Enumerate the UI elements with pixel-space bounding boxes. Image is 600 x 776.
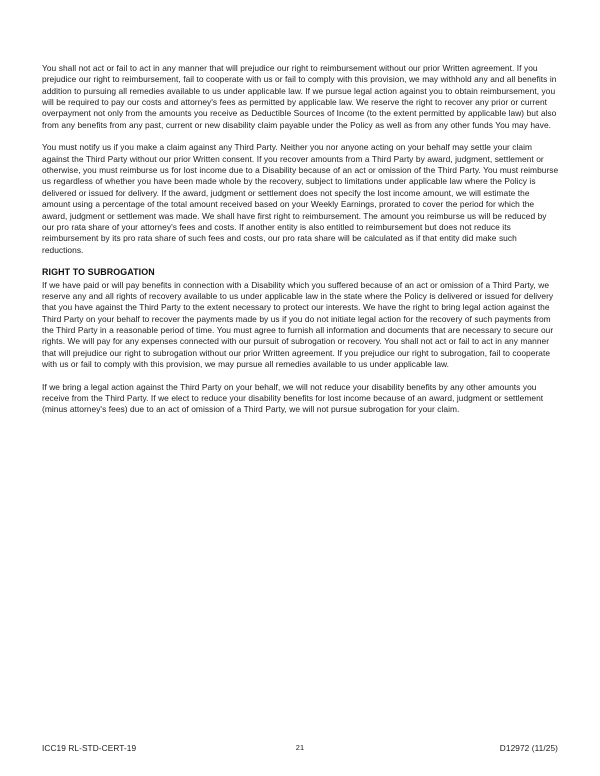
paragraph-reimbursement-obligations: You shall not act or fail to act in any manner that will prejudice our right to reimbursement without our prior Written agreement. If you prejudice our right to reimbursement, fail to cooperate with us or fail to comply with this provision, we may withhold any and all benefits in addition to pursuing all remedies available to us under applicable law. If we pursue legal action against you to obtain reimbursement, you will be required to pay our costs and attorney's fees as permitted by applicable law. We reserve the right to recover any prior or current overpayment not only from the amounts you receive as Deductible Sources of Income (to the extent permitted by applicable law) but also from any benefits from any past, current or new disability claim payable under the Policy as well as from any other funds You may have. xyxy=(42,63,557,130)
page-content xyxy=(42,63,560,416)
footer-form-number: ICC19 RL-STD-CERT-19 xyxy=(42,743,137,753)
section-heading-right-to-subrogation: RIGHT TO SUBROGATION xyxy=(42,267,155,278)
footer-document-code: D12972 (11/25) xyxy=(499,743,558,753)
footer-page-number: 21 xyxy=(295,743,305,752)
paragraph-third-party-claim-notice: You must notify us if you make a claim against any Third Party. Neither you nor anyone acting on your behalf may settle your claim against the Third Party without our prior Written consent. If you recover amounts from a Third Party by award, judgment, settlement or otherwise, you must reimburse us for lost income due to a Disability because of an act or omission of the Third Party. You must reimburse us regardless of whether you have been made whole by the recovery, subject to limitations under applicable law where the Policy is delivered or issued for delivery. If the award, judgment or settlement does not specify the lost income amount, we will estimate the amount using a percentage of the total amount received based on your Weekly Earnings, prorated to cover the period for which the award, judgment or settlement was made. We shall have first right to reimbursement. The amount you reimburse us will be reduced by our pro rata share of your attorney's fees and costs. If another entity is also entitled to reimbursement but does not reduce its reimbursement by its pro rata share of such fees and costs, our pro rata share will be calculated as if that entity did make such reductions. xyxy=(42,142,559,255)
page-footer xyxy=(42,743,558,753)
paragraph-subrogation-rights: If we have paid or will pay benefits in connection with a Disability which you suffered because of an act or omission of a Third Party, we reserve any and all rights of recovery available to us under applicable law in the state where the Policy is delivered or issued for delivery that you have against the Third Party to the extent necessary to protect our interests. We have the right to bring legal action against the Third Party on your behalf to recover the payments made by us if you do not initiate legal action for the recovery of such payments from the Third Party in a reasonable period of time. You must agree to furnish all information and documents that are necessary to secure our rights. We will pay for any expenses connected with our pursuit of subrogation or recovery. You shall not act or fail to act in any manner that will prejudice our right to subrogation without our prior Written agreement. If you prejudice our right to subrogation, fail to cooperate with us or fail to comply with this provision, we may pursue all remedies available to us under applicable law. xyxy=(42,279,554,369)
subrogation-section xyxy=(42,267,560,415)
paragraph-subrogation-benefit-reduction: If we bring a legal action against the Third Party on your behalf, we will not reduce your disability benefits by any other amounts you receive from the Third Party. If we elect to reduce your disability benefits for lost income because of an award, judgment or settlement (minus attorney's fees) due to an act of omission of a Third Party, we will not pursue subrogation for your claim. xyxy=(42,381,544,415)
